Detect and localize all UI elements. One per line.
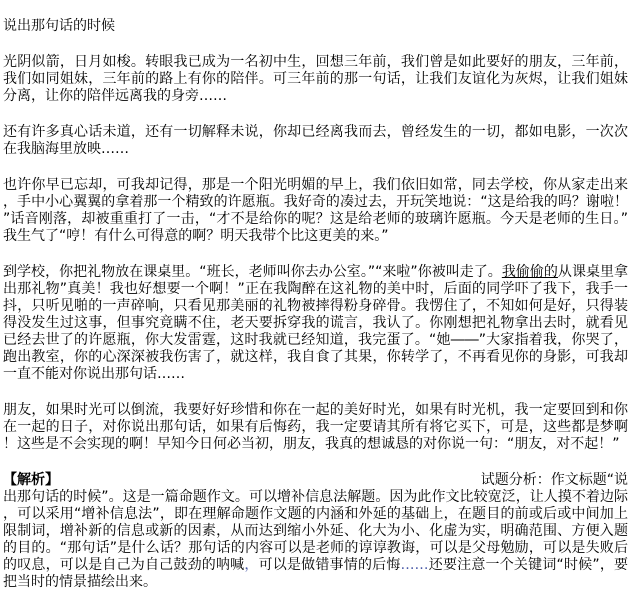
essay-paragraph-3: 也许你早已忘却，可我却记得，那是一个阳光明媚的早上，我们依旧如常，同去学校，你从家走出来，手中小心翼翼的拿着那一个精致的许愿瓶。我好奇的凑过去，开玩笑地说：“这是给我的吗？谢啦！”话音刚落，却被重重打了一击，“才不是给你的呢？这是给老师的玻璃许愿瓶。今天是老师的生日。”我生气了“哼！有什么可得意的啊？明天我带个比这更美的来。” bbox=[3, 177, 628, 244]
analysis-body bbox=[3, 489, 628, 591]
analysis-heading-right: 试题分析：作文标题“说 bbox=[480, 472, 628, 488]
analysis-section bbox=[3, 472, 628, 591]
analysis-body-text-end: 还要注意一个关键词“时候”，要把当时的情景描绘出来。 bbox=[3, 557, 629, 590]
paragraph-4-text-continued: 从课桌里拿出那礼物”真美！我也好想要一个啊！”正在我陶醉在这礼物的美中时，后面的同学吓了我下，我手一抖，只听见啪的一声碎响，只看见那美丽的礼物被摔得粉身碎骨。我愣住了，不知如何是好，只得装得没发生过这事，但事究竟瞒不住，老天要拆穿我的谎言，我认了。你刚想把礼物拿出去时，就看见已经去世了的许愿瓶，你大发雷霆，这时我就已经知道，我完蛋了。“她――”大家指着我，你哭了，跑出教室，你的心深深被我伤害了，就这样，我自食了其果，你转学了，不再看见你的身影，可我却一直不能对你说出那句话…… bbox=[3, 264, 629, 382]
blue-ellipsis: …… bbox=[400, 557, 429, 573]
essay-paragraph-1: 光阴似箭，日月如梭。转眼我已成为一名初中生，回想三年前，我们曾是如此要好的朋友，三年前，我们如同姐妹，三年前的路上有你的陪伴。可三年前的那一句话，让我们友谊化为灰烬，让我们姐妹分离，让你的陪伴远离我的身旁…… bbox=[3, 54, 628, 104]
underlined-text-run: 我偷偷的 bbox=[501, 264, 558, 280]
essay-title: 说出那句话的时候 bbox=[3, 18, 115, 34]
essay-paragraph-5: 朋友，如果时光可以倒流，我要好好珍惜和你在一起的美好时光，如果有时光机，我一定要回到和你在一起的日子，对你说出那句话，如果有后悔药，我一定要请其所有将它买下，可是，这些都是梦啊！这些是不会实现的啊！早知今日何必当初，朋友，我真的想诚恳的对你说一句：“朋友，对不起！” bbox=[3, 402, 628, 452]
blue-comma: ， bbox=[244, 557, 259, 573]
analysis-heading-row bbox=[3, 472, 628, 489]
analysis-body-text: 出那句话的时候”。这是一篇命题作文。可以增补信息法解题。因为此作文比较宽泛，让人摸不着边际，可以采用“增补信息法”，即在理解命题作文题的内涵和外延的基础上，在题目的前或后或中间加上限制词，增补新的信息或新的因素，从而达到缩小外延、化大为小、化虚为实，明确范围、方便入题的目的。“那句话”是什么话？那句话的内容可以是老师的谆谆教诲，可以是父母勉励，可以是失败后的叹息，可以是自己为自己鼓劲的呐喊 bbox=[3, 489, 628, 573]
analysis-label: 【解析】 bbox=[3, 472, 59, 488]
essay-paragraph-2: 还有许多真心话未道，还有一切解释未说，你却已经离我而去，曾经发生的一切，都如电影，一次次在我脑海里放映…… bbox=[3, 124, 628, 157]
analysis-body-text-mid: 可以是做错事情的后悔 bbox=[258, 557, 401, 573]
essay-paragraph-4 bbox=[3, 264, 628, 383]
paragraph-4-text: 到学校，你把礼物放在课桌里。“班长，老师叫你去办公室。”“来啦”你被叫走了。 bbox=[3, 264, 502, 280]
